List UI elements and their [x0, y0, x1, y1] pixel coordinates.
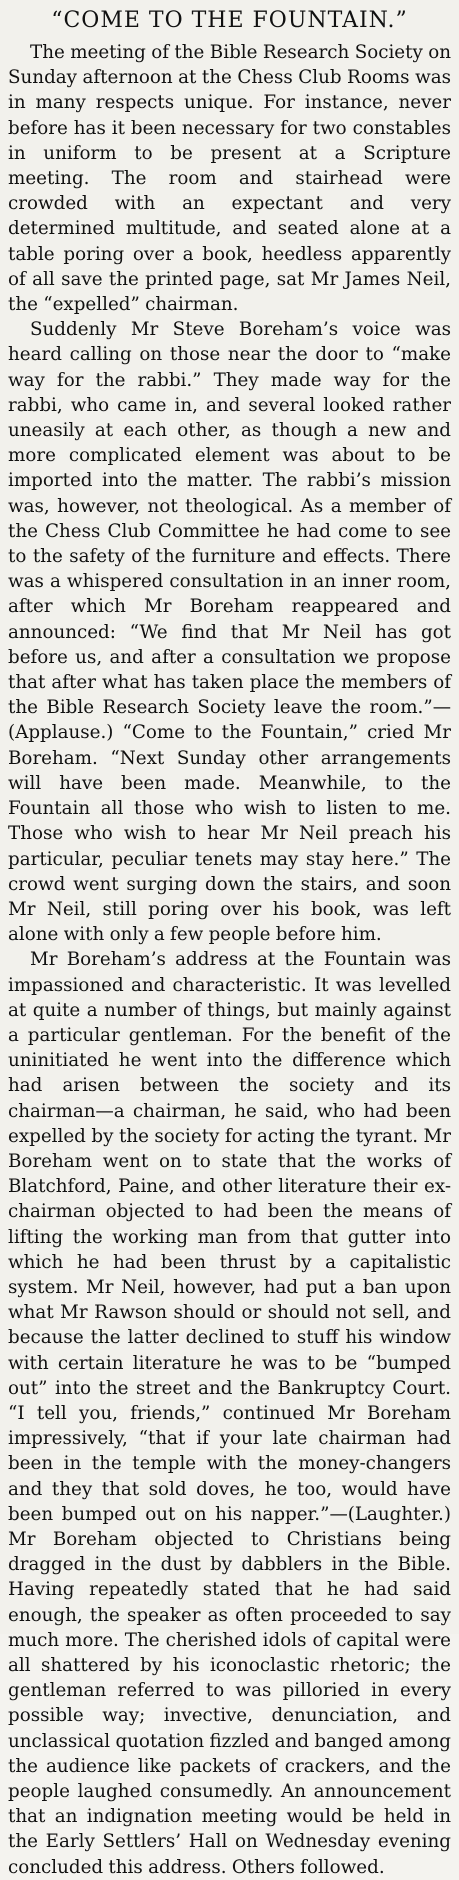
headline: “COME TO THE FOUNTAIN.” — [51, 8, 408, 33]
paragraph-2: Suddenly Mr Steve Boreham’s voice was heard calling on those near the door to “make way for the rabbi.” They made way for the rabbi, who came in, and several looked rather uneasily at each other, as though a new and more complicated element was about to be imported into the matter. The rabbi’s mission was, however, not theological. As a member of the Chess Club Committee he had come to see to the safety of the furniture and effects. There was a whispered consultation in an inner room, after which Mr Boreham reappeared and announced: “We find that Mr Neil has got before us, and after a consultation we propose that after what has taken place the members of the Bible Research Society leave the room.”—(Applause.) “Come to the Fountain,” cried Mr Boreham. “Next Sunday other arrangements will have been made. Meanwhile, to the Fountain all those who wish to listen to me. Those who wish to hear Mr Neil preach his particular, peculiar tenets may stay here.” The crowd went surging down the stairs, and soon Mr Neil, still poring over his book, was left alone with only a few people before him. — [8, 319, 451, 946]
paragraph-1: The meeting of the Bible Research Society on Sunday afternoon at the Chess Club Rooms was in many respects unique. For instance, never before has it been necessary for two constables in uniform to be present at a Scripture meeting. The room and stairhead were crowded with an expectant and very determined multitude, and seated alone at a table poring over a book, heedless apparently of all save the printed page, sat Mr James Neil, the “expelled” chairman. — [8, 42, 451, 316]
paragraph-3: Mr Boreham’s address at the Fountain was impassioned and characteristic. It was levelled at quite a number of things, but mainly against a particular gentleman. For the benefit of the uninitiated he went into the difference which had arisen between the society and its chairman—a chairman, he said, who had been expelled by the society for acting the tyrant. Mr Boreham went on to state that the works of Blatchford, Paine, and other literature their ex-chairman objected to had been the means of lifting the working man from that gutter into which he had been thrust by a capitalistic system. Mr Neil, however, had put a ban upon what Mr Rawson should or should not sell, and because the latter declined to stuff his window with certain literature he was to be “bumped out” into the street and the Bankruptcy Court. “I tell you, friends,” continued Mr Boreham impressively, “that if your late chairman had been in the temple with the money-changers and they that sold doves, he too, would have been bumped out on his napper.”—(Laughter.) Mr Boreham objected to Christians being dragged in the dust by dabblers in the Bible. Having repeatedly stated that he had said enough, the speaker as often proceeded to say much more. The cherished idols of capital were all shattered by his iconoclastic rhetoric; the gentleman referred to was pilloried in every possible way; invective, denunciation, and unclassical quotation fizzled and banged among the audience like packets of crackers, and the people laughed consumedly. An announcement that an indignation meeting would be held in the Early Settlers’ Hall on Wednesday evening concluded this address. Others followed. — [8, 949, 451, 1878]
